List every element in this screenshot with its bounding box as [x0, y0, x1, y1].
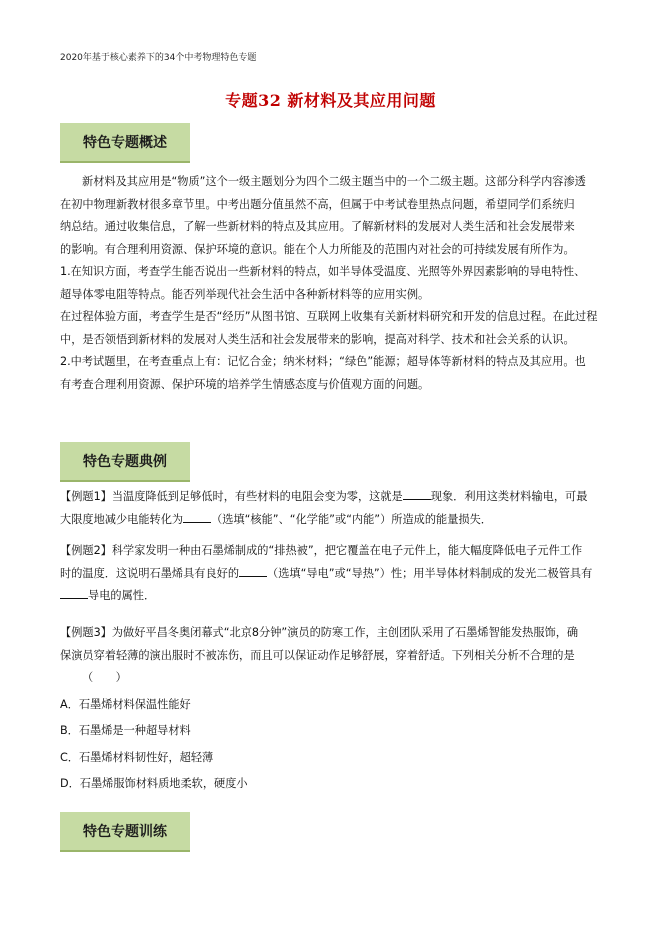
option-a: A．石墨烯材料保温性能好 — [60, 697, 191, 711]
overview-paragraph — [60, 171, 608, 396]
overview-line: 新材料及其应用是“物质”这个一级主题划分为四个二级主题当中的一个二级主题。这部分科学内容渗透 — [82, 175, 586, 188]
option-c: C．石墨烯材料韧性好，超轻薄 — [60, 750, 214, 764]
example-2-line-2 — [60, 563, 608, 586]
example-2-text: 导电的属性． — [88, 589, 156, 602]
example-1-text: 现象．利用这类材料输电，可最 — [430, 490, 588, 503]
page-title: 专题32 新材料及其应用问题 — [225, 91, 436, 110]
answer-blank — [60, 586, 88, 599]
answer-blank — [183, 510, 211, 523]
example-3 — [60, 622, 608, 796]
section-examples-label: 特色专题典例 — [83, 454, 167, 470]
example-2-line-1: 【例题2】科学家发明一种由石墨烯制成的“排热被”，把它覆盖在电子元件上，能大幅度降低电子元件工作 — [60, 544, 583, 557]
overview-line: 超导体零电阻等特点。能否列举现代社会生活中各种新材料等的应用实例。 — [60, 287, 430, 301]
overview-line: 在过程体验方面，考查学生是否“经历”从图书馆、互联网上收集有关新材料研究和开发的信息过程。在此过程 — [60, 310, 598, 323]
example-1-line-1 — [60, 486, 608, 509]
example-3-line-3: （ ） — [82, 671, 127, 684]
example-1-text: 大限度地减少电能转化为 — [60, 512, 184, 526]
example-1-line-2 — [60, 509, 608, 532]
overview-line: 的影响。有合理利用资源、保护环境的意识。能在个人力所能及的范围内对社会的可持续发展有所作为。 — [60, 242, 575, 256]
option-d: D．石墨烯服饰材料质地柔软，硬度小 — [60, 777, 248, 790]
page-header: 2020年基于核心素养下的34个中考物理特色专题 — [60, 53, 257, 63]
example-1 — [60, 486, 608, 531]
section-examples-heading — [60, 442, 190, 482]
example-3-line-2: 保演员穿着轻薄的演出服时不被冻伤，而且可以保证动作足够舒展，穿着舒适。下列相关分析不合理的是 — [60, 648, 575, 662]
example-2 — [60, 540, 608, 608]
overview-line: 中，是否领悟到新材料的发展对人类生活和社会发展带来的影响，提高对科学、技术和社会关系的认识。 — [60, 332, 575, 346]
example-2-text: 时的温度．这说明石墨烯具有良好的 — [60, 566, 240, 580]
section-training-heading — [60, 812, 190, 852]
example-2-text: （选填“导电”或“导热”）性；用半导体材料制成的发光二极管具有 — [267, 566, 593, 580]
option-b: B．石墨烯是一种超导材料 — [60, 724, 191, 737]
overview-line: 有考查合理利用资源、保护环境的培养学生情感态度与价值观方面的问题。 — [60, 377, 430, 391]
overview-line: 纳总结。通过收集信息，了解一些新材料的特点及其应用。了解新材料的发展对人类生活和社会发展带来 — [60, 220, 575, 233]
overview-line: 2.中考试题里，在考查重点上有：记忆合金；纳米材料；“绿色”能源；超导体等新材料的特点及其应用。也 — [60, 355, 586, 368]
overview-line: 在初中物理新教材很多章节里。中考出题分值虽然不高，但属于中考试卷里热点问题，希望同学们系统归 — [60, 197, 575, 211]
overview-line: 1.在知识方面，考查学生能否说出一些新材料的特点，如半导体受温度、光照等外界因素影响的导电特性、 — [60, 265, 586, 278]
section-training-label: 特色专题训练 — [83, 824, 167, 840]
example-3-line-1: 【例题3】为做好平昌冬奥闭幕式“北京8分钟”演员的防寒工作，主创团队采用了石墨烯智能发热服饰，确 — [60, 626, 579, 639]
example-1-text: （选填“核能”、“化学能”或“内能”）所造成的能量损失． — [211, 512, 492, 526]
section-overview-label: 特色专题概述 — [83, 135, 167, 151]
answer-blank — [403, 487, 431, 500]
section-overview-heading — [60, 123, 190, 163]
example-2-line-3 — [60, 585, 608, 608]
example-1-text: 【例题1】当温度降低到足够低时，有些材料的电阻会变为零，这就是 — [60, 490, 403, 503]
answer-blank — [239, 564, 267, 577]
